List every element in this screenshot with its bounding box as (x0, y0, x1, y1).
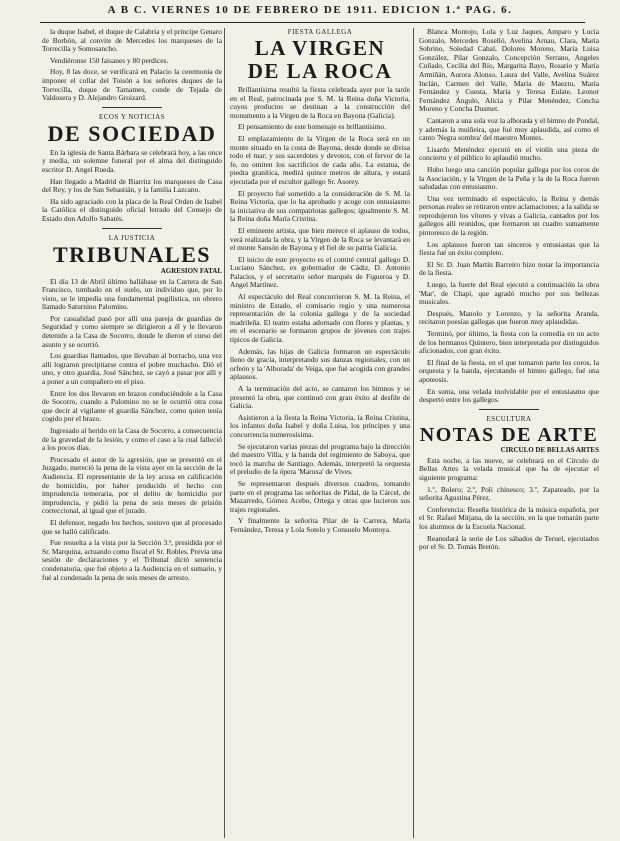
paragraph: Hubo luego una canción popular gallega por los coros de la Asociación, y la Virgen de la Peña y la de la Roca fueron saludadas con entusiasmo. (419, 164, 599, 192)
paragraph: El inicio de este proyecto es el comité central gallego D. Luciano Sánchez, ex gobernador de Cádiz, D. Antonio Palacios, y el secretario señor marqués de Figueroa y D. Angel Martínez. (230, 254, 410, 290)
separator (102, 228, 162, 229)
paragraph: Después, Manolo y Lorenzo, y la señorita Aranda, recitaron poesías gallegas que fueron muy aplaudidas. (419, 308, 599, 327)
paragraph: Hoy, 8 las doce, se verificará en Palacio la ceremonia de imponer el collar del Toisón a los señores duques de la Torrecilla, duque de Tamames, conde de Tejada de Valdosera y D. Alejandro Groizard. (42, 67, 222, 103)
section-title-line-1: LA VIRGEN (254, 36, 386, 60)
paragraph: Se ejecutaron varias piezas del programa bajo la dirección del maestro Villa, y la banda del regimiento de Saboya, que tocó la marcha de Santiago. Además, interpretó la orquesta el preludio de la ópera 'Maruxa' de Vives. (230, 441, 410, 477)
column-divider (224, 28, 225, 838)
paragraph: Procesado el autor de la agresión, que se presentó en el Juzgado, mereció la pena de la vista ayer en la sección de la Audiencia. El representante de la ley acusa en calificación de homicidio, por haber producido el hecho con imprudencia temeraria, por el delito de homicidio por imprudencia, y pidió la pena de seis meses de prisión correccional, al igual que el jurado. (42, 454, 222, 516)
section-title-line-2: DE LA ROCA (247, 59, 393, 83)
paragraph: El pensamiento de este homenaje es brillantísimo. (238, 122, 386, 132)
paragraph: Una vez terminado el espectáculo, la Reina y demás personas reales se retiraron entre aclamaciones; a la salida se reprodujeron los vítores y vivas a Galicia, cantados por los gallegos allí reunidos, que formaron un cuadro sumamente pintoresco de la región. (419, 193, 599, 238)
paragraph: Han llegado a Madrid de Biarritz los marqueses de Casa del Rey, y los de San Sebastián, y la familia Lazcano. (42, 176, 222, 195)
paragraph: Fue resuelta a la vista por la Sección 3.ª, presidida por el Sr. Marquina, actuando como fiscal el Sr. Robles. Previa una sesión de declaraciones y el Tribunal dictó sentencia condenatoria, que fué objeto a la Audiencia en el sumario, y fué al condenado la pena de seis meses de arresto. (42, 538, 222, 582)
header-rule (40, 22, 585, 23)
section-label: FIESTA GALLEGA (287, 28, 353, 36)
paragraph: Terminó, por último, la fiesta con la comedia en un acto de los hermanos Quintero, bien interpretada por distinguidos aficionados, con gran éxito. (419, 329, 599, 356)
paragraph: Asistieron a la fiesta la Reina Victoria, la Reina Cristina, los infantes doña Isabel y doña Luisa, los príncipes y una concurrencia numerosísima. (230, 412, 410, 439)
section-label: ESCULTURA (486, 414, 532, 423)
paragraph: Blanca Montojo, Lola y Luz Jaques, Amparo y Lucía Gonzalo, Mercedes Roselló, Avelina Arnau, Clara, María Sobrino, Soledad Cabal, Dolores Moreno, María Luisa González, Pilar Gonzalo, Concepción Serrano, Angeles Cuñado, Cecilia del Río, Margarita Bayo, Rosario y María Armiñán, Aurora Alonso, Laura del Valle, Avelina Suárez Inclán, Carmen del Valle, María de Maeztu, María Fernández y Cuesta, María y Teresa Eulate, Leonor Fernández Ángulo, Alicia y Pilar Menéndez, Concha Moreno y Concha Dusmet. (419, 28, 599, 114)
paragraph: 1.º, Bolero; 2.º, Poli chinesco; 3.º, Zapateado, por la señorita Agustina Pérez. (419, 484, 599, 503)
paragraph: Entre los dos llevaron en brazos conduciéndole a la Casa de Socorro, cuando a Palomino no se le ocurrió otra cosa que decir al vigilante el guardia Sánchez, como quien tenía cogido por el brazo. (42, 388, 222, 424)
paragraph: Reanudará la serie de Los sábados de Teruel, ejecutados por el Sr. D. Tomás Bretón. (419, 533, 599, 552)
paragraph: Se representaron después diversos cuadros, tomando parte en el programa las señoritas de Pidal, de la Cárcel, de Mazarredo, Gómez Acebo, Ortega y otras que lucieron sus trajes regionales. (230, 478, 410, 514)
paragraph: En la iglesia de Santa Bárbara se celebrará hoy, a las once y media, un solemne funeral por el alma del distinguido escritor D. Angel Rueda. (42, 147, 222, 174)
paragraph: Al espectáculo del Real concurrieron S. M. la Reina, el ministro de Estado, el comisario regio y una numerosa representación de la colonia gallega y de la sociedad madrileña. El teatro estaba adornado con flores y plantas, y en el escenario se formaron grupos de jóvenes con trajes típicos de Galicia. (230, 292, 410, 345)
column-divider (413, 28, 414, 838)
paragraph: Por casualidad pasó por allí una pareja de guardias de Seguridad y como siempre se dirigieron a él y le llevaron detenido a la Casa de Socorro, donde le dieron el curso del asunto y se ocurrió. (42, 313, 222, 349)
separator (479, 409, 539, 410)
paragraph: El eminente artista, que bien merece el aplauso de todos, verá realizada la obra, y la Virgen de la Roca se levantará en el monte Sansón de Bayona y el fiel de su patria Galicia. (230, 225, 410, 253)
section-subtitle: AGRESION FATAL (160, 266, 222, 275)
paragraph: Cantaron a una sola voz la alborada y el himno de Pondal, y además la muiñeira, que fué muy aplaudida, así como el canto 'Negra sombra' del maestro Montes. (419, 115, 599, 143)
section-title: TRIBUNALES (52, 241, 212, 267)
separator (102, 107, 162, 108)
paragraph: El Sr. D. Juan Martín Barreiro hizo notar la importancia de la fiesta. (419, 259, 599, 278)
paragraph: Brillantísima resultó la fiesta celebrada ayer por la tarde en el Real, patrocinada por S. M. la Reina doña Victoria, cuyos productos se destinan a la construcción del monumento a la Virgen de la Roca en Bayona (Galicia). (230, 85, 410, 120)
paragraph: El proyecto fué sometido a la consideración de S. M. la Reina Victoria, que lo ha aprobado y acoge con entusiasmo la iniciativa de sus compatriotas gallegos; igualmente S. M. la Reina doña María Cristina. (230, 188, 410, 224)
section-title: NOTAS DE ARTE (419, 423, 599, 446)
paragraph: En suma, una velada inolvidable por el entusiasmo que despertó entre los gallegos. (419, 386, 599, 405)
section-subtitle: CIRCULO DE BELLAS ARTES (500, 445, 599, 454)
paragraph: Conferencia: Reseña histórica de la música española, por el Sr. Rafael Mitjana, de la sección, en la que tomarán parte los alumnos de la Escuela Nacional. (419, 504, 599, 531)
paragraph: la duque Isabel, el duque de Calabria y el príncipe Genaro de Borbón, al convite de Mercedes los marqueses de la Torrecilla y Somosancho. (42, 28, 222, 54)
paragraph: Los aplausos fueron tan sinceros y entusiastas que la fiesta fué un éxito completo. (419, 239, 599, 258)
column-2 (230, 28, 410, 838)
paragraph: Vendiéronse 150 faisanes y 80 perdices. (50, 55, 169, 65)
paragraph: El defensor, negado los hechos, sostuvo que al procesado que se halló calificado. (42, 517, 222, 536)
section-label: ECOS Y NOTICIAS (98, 112, 166, 121)
paragraph: Lisardo Menéndez ejecutó en el violín una pieza de concierto y el público lo aplaudió mucho. (419, 144, 599, 163)
paragraph: Los guardias llamados, que llevaban al borracho, una vez allí lograron precipitarse contra el pobre muchacho. Dió el uno, y otro guardia, José Sánchez, se cayó a pasar por allí y a poner a un compañero en el piso. (42, 351, 222, 387)
paragraph: Y finalmente la señorita Pilar de la Carrera, María Fernández, Teresa y Lola Sotelo y Consuelo Montoya. (230, 516, 410, 534)
column-3 (419, 28, 599, 838)
section-label: LA JUSTICIA (108, 233, 156, 242)
paragraph: El emplazamiento de la Virgen de la Roca será en un monte situado en la costa de Bayona, desde donde se divisa todo el mar; y sus sacerdotes y devotos, con el fervor de la fe, no omiten los sacrificios de cada año. La estatua, de piedra granítica, medirá quince metros de altura, y estará ejecutada por el escultor gallego Sr. Asorey. (230, 133, 410, 186)
paragraph: Ha sido agraciado con la placa de la Real Orden de Isabel la Católica el distinguido oficial letrado del Consejo de Estado don Adolfo Sabatés. (42, 196, 222, 223)
paragraph: Además, las hijas de Galicia formaron un espectáculo lleno de gracia, interpretando sus danzas regionales, con un orfeón y la 'Alborada' de Veiga, que fué acogida con grandes aplausos. (230, 346, 410, 382)
paragraph: Esta noche, a las nueve, se celebrará en el Círculo de Bellas Artes la velada musical que ha de ejecutar el siguiente programa: (419, 455, 599, 482)
section-title: DE SOCIEDAD (47, 120, 217, 146)
paragraph: Luego, la fuerte del Real ejecutó a continuación la obra 'Mar', de Chapí, que agradó mucho por sus bellezas musicales. (419, 280, 599, 307)
paragraph: El final de la fiesta, en el que tomaron parte los coros, la orquesta y la banda, ejecutando el himno gallego, fué una apoteosis. (419, 357, 599, 384)
paragraph: El día 13 de Abril último ballábase en la Carrera de San Francisco, tumbado en el suelo, un individuo que, por lo visto, se le impedía una fundamental pugilística, un obrero llamado Saturnino Palomino. (42, 276, 222, 312)
column-1 (42, 28, 222, 838)
paragraph: Ingresado al herido en la Casa de Socorro, a consecuencia de la gravedad de la lesión, y como el caso a la cual falleció a los pocos días. (42, 426, 222, 453)
paragraph: A la terminación del acto, se cantaron los himnos y se presentó la obra, que continuó con gran éxito al desfile de Galicia. (230, 384, 410, 411)
page-header: A B C. VIERNES 10 DE FEBRERO DE 1911. EDICION 1.ª PAG. 6. (107, 4, 513, 16)
